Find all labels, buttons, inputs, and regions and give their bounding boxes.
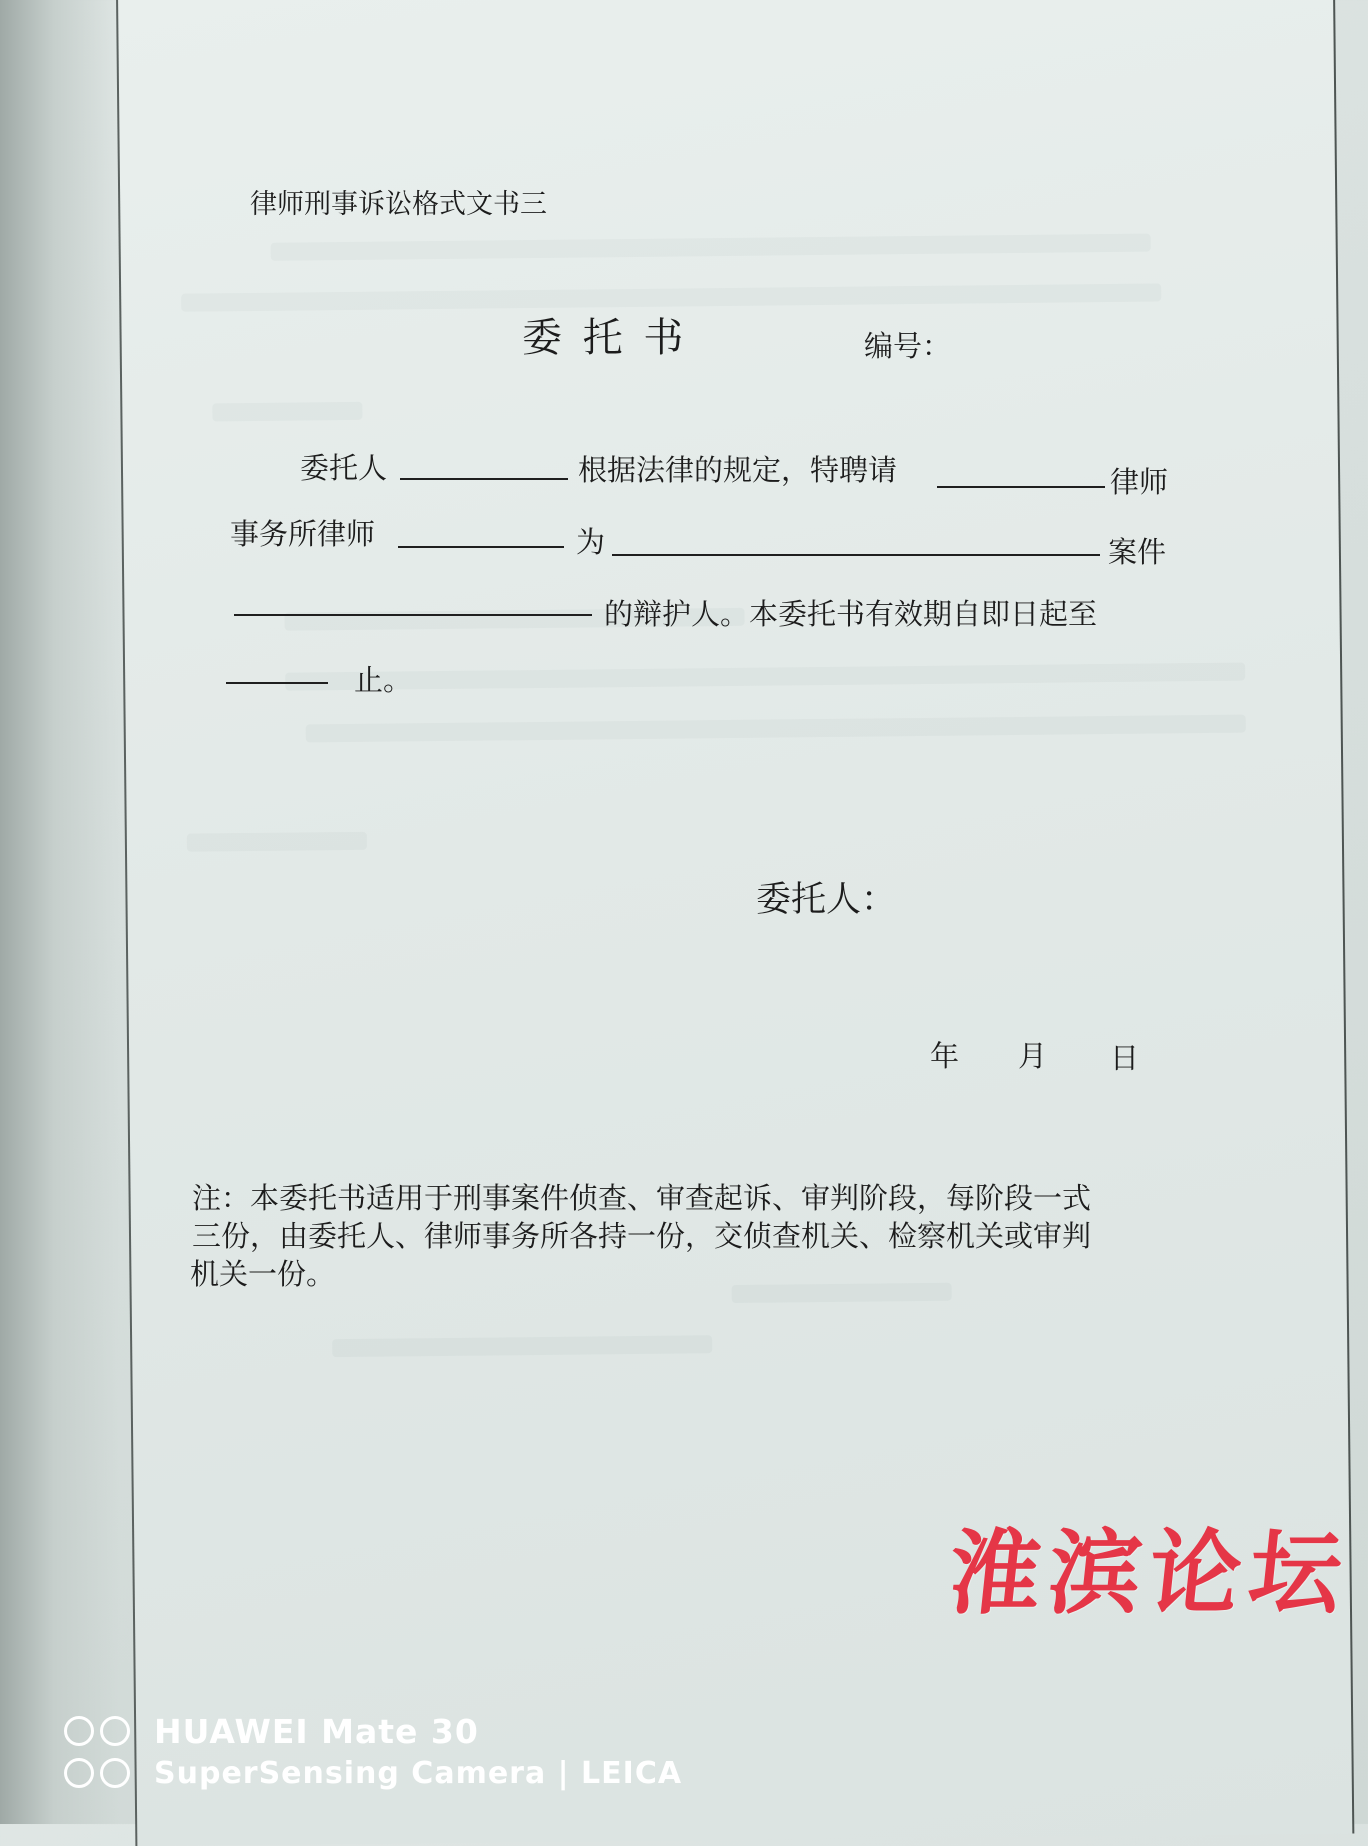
principal-label: 委托人 [300,451,388,485]
case-label: 案件 [1108,535,1167,569]
camera-model: HUAWEI Mate 30 [154,1712,479,1751]
document-number-label: 编号： [864,329,952,363]
date-month-label: 月 [1018,1039,1048,1073]
show-through-line [732,1283,952,1303]
principal-name-blank [400,478,568,480]
camera-lens-icon [64,1758,134,1792]
lawyer-name-blank [398,546,564,548]
show-through-line [332,1335,712,1357]
page-edge-shadow [0,0,120,1824]
show-through-line [187,832,367,852]
legal-basis-text: 根据法律的规定，特聘请 [578,453,898,487]
show-through-line [271,234,1151,261]
camera-lens-icon [64,1716,134,1750]
law-firm-label: 律师 [1110,465,1169,499]
law-firm-name-blank [937,486,1105,488]
defender-validity-text: 的辩护人。本委托书有效期自即日起至 [604,597,1098,631]
document-title: 委 托 书 [522,315,688,361]
end-date-blank [226,682,328,684]
date-year-label: 年 [930,1039,960,1073]
note-line-1: 注：本委托书适用于刑事案件侦查、审查起诉、审判阶段，每阶段一式 [192,1181,1092,1215]
lawyer-label: 事务所律师 [230,517,376,551]
signature-label: 委托人： [756,880,897,920]
for-label: 为 [576,525,606,559]
form-type-label: 律师刑事诉讼格式文书三 [250,189,547,220]
show-through-line [306,715,1246,743]
forum-watermark: 淮滨论坛 [943,1519,1355,1627]
note-line-3: 机关一份。 [190,1257,336,1291]
end-date-suffix: 止。 [354,663,413,697]
defendant-name-blank [234,614,592,616]
show-through-line [285,663,1245,691]
camera-sensor: SuperSensing Camera | LEICA [154,1756,683,1791]
date-day-label: 日 [1110,1041,1140,1075]
show-through-line [212,402,362,422]
note-line-2: 三份，由委托人、律师事务所各持一份，交侦查机关、检察机关或审判 [192,1219,1092,1253]
case-name-blank [612,554,1100,556]
